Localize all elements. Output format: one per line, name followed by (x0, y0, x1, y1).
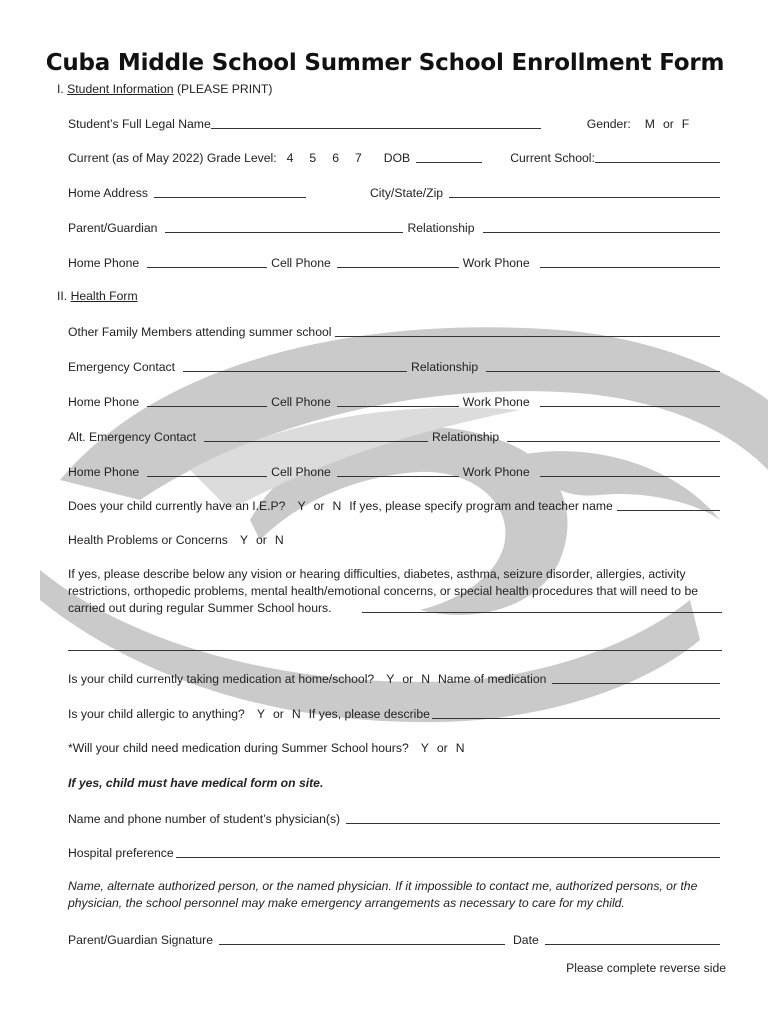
row-home-address: Home Address City/State/Zip (68, 185, 724, 200)
allergic-no-option[interactable]: N (291, 707, 301, 721)
city-state-zip-field[interactable] (449, 185, 720, 198)
dob-field[interactable] (416, 150, 482, 163)
row-grade-level: Current (as of May 2022) Grade Level: 4 5 6 7 DOB Current School: (68, 150, 724, 165)
health-description-instructions: If yes, please describe below any vision or hearing difficulties, diabetes, asthma, seizure disorder, allergies, activity restrictions, orthopedic problems, mental health/emotional concerns, or special health procedures that will need to be carried out during regular Summer School hours. (68, 567, 699, 615)
form-title: Cuba Middle School Summer School Enrollment Form (45, 50, 725, 76)
grade-6-option[interactable]: 6 (332, 151, 339, 165)
cell-phone-field[interactable] (337, 394, 459, 407)
grade-5-option[interactable]: 5 (309, 151, 317, 165)
gender-f-option[interactable]: F (681, 117, 690, 131)
physician-field[interactable] (346, 811, 720, 824)
row-family-members: Other Family Members attending summer school (68, 324, 724, 339)
work-phone-field[interactable] (540, 255, 720, 268)
row-iep: Does your child currently have an I.E.P? Y or N If yes, please specify program and teacher name (68, 498, 724, 513)
medication-name-field[interactable] (552, 671, 720, 684)
home-phone-field[interactable] (147, 464, 267, 477)
row-current-medication: Is your child currently taking medication at home/school? Y or N Name of medication (68, 671, 724, 686)
summer-med-yes-option[interactable]: Y (420, 741, 429, 755)
row-emergency-contact: Emergency Contact Relationship (68, 359, 724, 374)
grade-7-option[interactable]: 7 (354, 151, 362, 165)
emergency-contact-field[interactable] (183, 359, 407, 372)
row-student-name: Student’s Full Legal Name Gender: M or F (68, 117, 690, 131)
row-parent-guardian: Parent/Guardian Relationship (68, 220, 724, 235)
grade-4-option[interactable]: 4 (286, 151, 294, 165)
parent-relationship-field[interactable] (483, 220, 720, 233)
section-heading: Student Information (67, 82, 174, 96)
current-school-field[interactable] (595, 150, 720, 163)
hospital-preference-field[interactable] (176, 845, 720, 858)
field-label: Student’s Full Legal Name (68, 117, 211, 131)
allergic-yes-option[interactable]: Y (256, 707, 265, 721)
alt-emergency-contact-field[interactable] (204, 429, 428, 442)
emergency-relationship-field[interactable] (486, 359, 720, 372)
section-student-information: I. Student Information (PLEASE PRINT) (57, 82, 273, 96)
work-phone-field[interactable] (540, 464, 720, 477)
home-phone-field[interactable] (147, 394, 267, 407)
reverse-side-note: Please complete reverse side (566, 961, 726, 975)
row-phones-alt: Home Phone Cell Phone Work Phone (68, 464, 724, 479)
medication-yes-option[interactable]: Y (386, 672, 395, 686)
iep-yes-option[interactable]: Y (297, 499, 306, 513)
row-physician: Name and phone number of student’s physician(s) (68, 811, 724, 826)
alt-relationship-field[interactable] (507, 429, 720, 442)
row-health-problems: Health Problems or Concerns Y or N (68, 533, 284, 547)
gender-m-option[interactable]: M (644, 117, 655, 131)
student-name-field[interactable] (211, 116, 541, 129)
summer-med-no-option[interactable]: N (455, 741, 465, 755)
authorization-note: Name, alternate authorized person, or the named physician. If it impossible to contact me, authorized persons, or the physician, the school personnel may make emergency arrangements as necessary to care for my child. (68, 879, 698, 910)
row-alt-emergency-contact: Alt. Emergency Contact Relationship (68, 429, 724, 444)
iep-no-option[interactable]: N (332, 499, 342, 513)
row-summer-medication: *Will your child need medication during Summer School hours? Y or N (68, 741, 465, 755)
signature-field[interactable] (219, 932, 505, 945)
allergy-description-field[interactable] (432, 706, 720, 719)
work-phone-field[interactable] (540, 394, 720, 407)
row-phones-emergency: Home Phone Cell Phone Work Phone (68, 394, 724, 409)
health-description-field-line1[interactable] (362, 600, 722, 613)
parent-guardian-field[interactable] (165, 220, 403, 233)
iep-program-field[interactable] (617, 498, 720, 511)
medical-form-note: If yes, child must have medical form on site. (68, 776, 324, 790)
health-description-field-line2[interactable] (68, 638, 722, 651)
section-heading: Health Form (70, 289, 138, 303)
row-signature: Parent/Guardian Signature Date (68, 932, 724, 947)
family-members-field[interactable] (335, 324, 720, 337)
row-allergies: Is your child allergic to anything? Y or N If yes, please describe (68, 706, 724, 721)
home-phone-field[interactable] (147, 255, 267, 268)
health-yes-option[interactable]: Y (239, 533, 249, 547)
cell-phone-field[interactable] (337, 464, 459, 477)
row-hospital-preference: Hospital preference (68, 845, 724, 860)
date-field[interactable] (545, 932, 720, 945)
section-health-form: II. Health Form (57, 289, 138, 303)
row-phones-parent: Home Phone Cell Phone Work Phone (68, 255, 724, 270)
health-no-option[interactable]: N (274, 533, 284, 547)
cell-phone-field[interactable] (337, 255, 459, 268)
home-address-field[interactable] (154, 185, 306, 198)
medication-no-option[interactable]: N (421, 672, 430, 686)
